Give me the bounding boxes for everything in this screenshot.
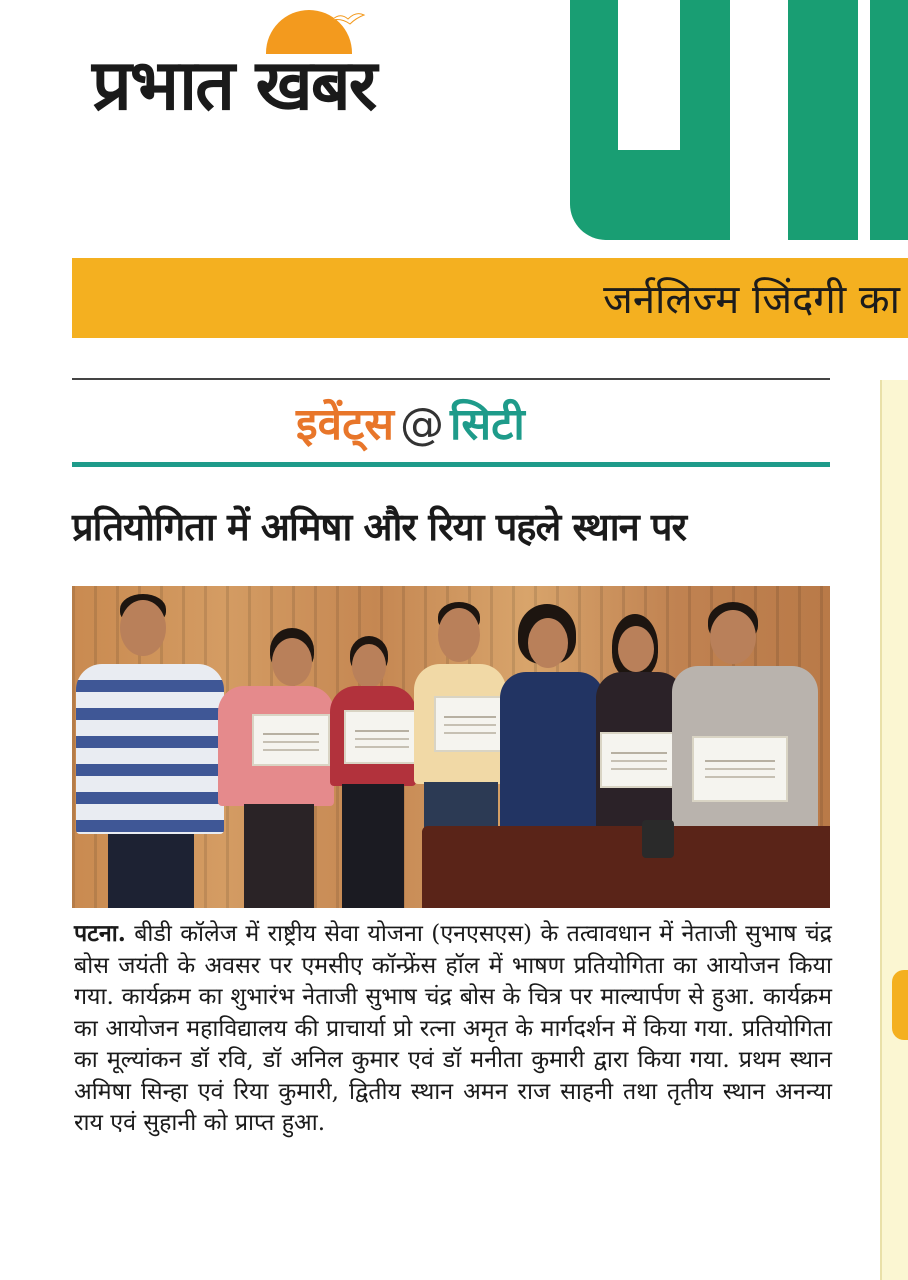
masthead-big-green-lettering — [570, 0, 908, 240]
tagline-text: जर्नलिज्म जिंदगी का — [603, 277, 900, 323]
article-body-text: बीडी कॉलेज में राष्ट्रीय सेवा योजना (एनएसएस) के तत्वावधान में नेताजी सुभाष चंद्र बोस जयंती के अवसर पर एमसीए कॉन्फ्रेंस हॉल में भाषण प्रतियोगिता का आयोजन किया गया. कार्यक्रम का शुभारंभ नेताजी सुभाष चंद्र बोस के चित्र पर माल्यार्पण से हुआ. कार्यक्रम का आयोजन महाविद्यालय की प्राचार्या प्रो रत्ना अमृत के मार्गदर्शन में किया गया. प्रतियोगिता का मूल्यांकन डॉ रवि, डॉ अनिल कुमार एवं डॉ मनीता कुमारी द्वारा किया गया. प्रथम स्थान अमिषा सिन्हा एवं रिया कुमारी, द्वितीय स्थान अमन राज साहनी तथा तृतीय स्थान अनन्या राय एवं सुहानी को प्राप्त हुआ. — [74, 920, 832, 1136]
article-headline: प्रतियोगिता में अमिषा और रिया पहले स्थान पर — [72, 505, 687, 549]
certificate-4 — [600, 732, 678, 788]
section-at-symbol: @ — [400, 399, 444, 450]
section-title-events: इवेंट्स — [296, 399, 394, 450]
certificate-1 — [252, 714, 330, 766]
section-top-rule — [72, 378, 830, 380]
photo-pen-stand — [642, 820, 674, 858]
article-photo — [72, 586, 830, 908]
article-dateline: पटना. — [74, 920, 126, 947]
tagline-banner — [72, 258, 908, 338]
masthead-brand: प्रभात खबर — [92, 44, 376, 126]
section-title-city: सिटी — [450, 399, 525, 450]
certificate-5 — [692, 736, 788, 802]
adjacent-column-mark — [892, 970, 908, 1040]
article-body — [74, 918, 832, 1139]
section-bottom-rule — [72, 462, 830, 467]
adjacent-column-strip — [880, 380, 908, 1280]
bird-icon — [330, 10, 366, 28]
photo-desk — [422, 826, 830, 908]
certificate-3 — [434, 696, 506, 752]
certificate-2 — [344, 710, 420, 764]
